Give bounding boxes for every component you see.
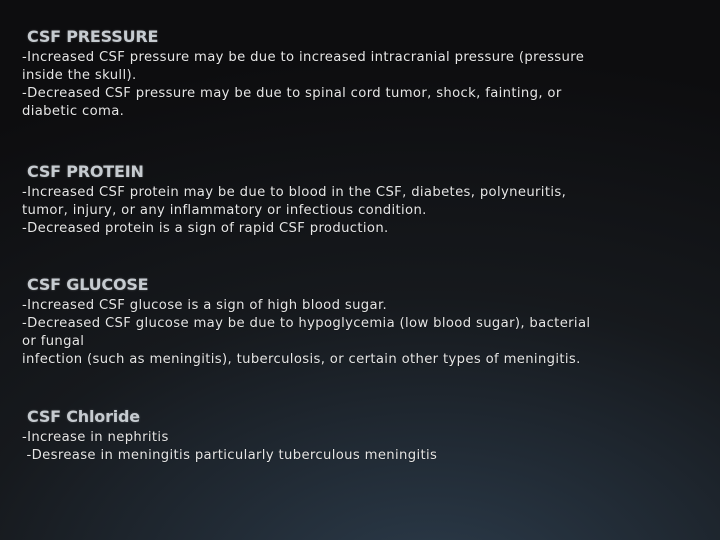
text-line: tumor, injury, or any inflammatory or infectious condition. [22, 203, 427, 218]
text-line: diabetic coma. [22, 104, 125, 119]
text-line: -Increased CSF pressure may be due to increased intracranial pressure (pressure [22, 50, 585, 65]
section-heading: CSF PRESSURE [27, 27, 159, 46]
text-line: -Decreased CSF pressure may be due to spinal cord tumor, shock, fainting, or [22, 86, 562, 101]
text-line: -Decreased CSF glucose may be due to hypoglycemia (low blood sugar), bacterial [22, 316, 591, 331]
section-csf-pressure [22, 26, 690, 121]
text-line: -Desrease in meningitis particularly tuberculous meningitis [22, 448, 438, 463]
text-line: -Increased CSF glucose is a sign of high blood sugar. [22, 298, 388, 313]
section-heading: CSF PROTEIN [27, 162, 144, 181]
text-line: -Increase in nephritis [22, 430, 169, 445]
text-line: -Increased CSF protein may be due to blood in the CSF, diabetes, polyneuritis, [22, 185, 567, 200]
text-line: inside the skull). [22, 68, 137, 83]
section-csf-glucose [22, 274, 690, 369]
text-line: -Decreased protein is a sign of rapid CSF production. [22, 221, 389, 236]
section-csf-protein [22, 161, 690, 238]
section-csf-chloride [22, 406, 690, 465]
text-line: infection (such as meningitis), tuberculosis, or certain other types of meningitis. [22, 352, 581, 367]
text-line: or fungal [22, 334, 85, 349]
section-heading: CSF Chloride [27, 407, 140, 426]
section-heading: CSF GLUCOSE [27, 275, 149, 294]
